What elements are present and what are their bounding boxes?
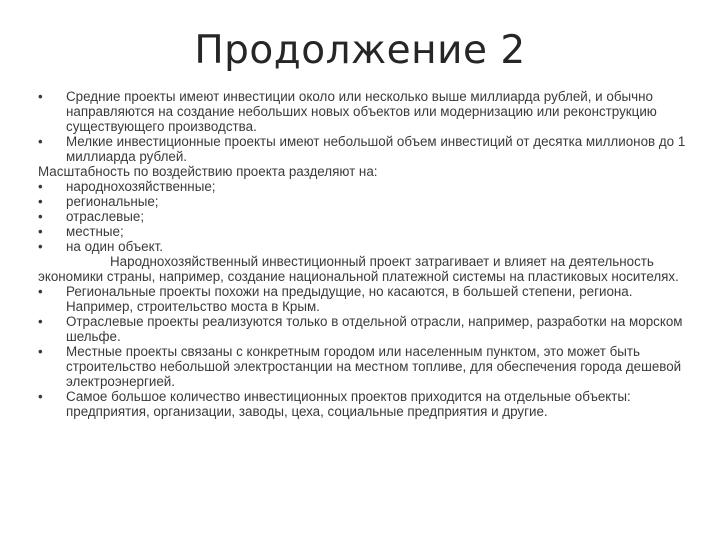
bullet-dot: • [38,134,43,149]
bullet-text: Самое большое количество инвестиционных проектов приходится на отдельные объекты: предприятия, организации, заводы, цеха, социальные предприятия и другие. [66,389,631,419]
bullet-dot: • [38,239,43,254]
bullet-dot: • [38,284,43,299]
bullet-item [38,224,688,239]
bullet-dot: • [38,89,43,104]
bullet-item [38,239,688,254]
bullet-text: народнохозяйственные; [66,179,216,194]
bullet-text: Региональные проекты похожи на предыдущие, но касаются, в большей степени, региона. Например, строительство моста в Крым. [66,284,633,314]
bullet-dot: • [38,314,43,329]
bullet-dot: • [38,194,43,209]
bullet-text: отраслевые; [66,209,145,224]
bullet-item [38,284,688,314]
bullet-item [38,134,688,164]
bullet-item [38,344,688,389]
bullet-text: Отраслевые проекты реализуются только в отдельной отрасли, например, разработки на морском шельфе. [66,314,683,344]
indented-paragraph: Народнохозяйственный инвестиционный проект затрагивает и влияет на деятельность экономики страны, например, создание национальной платежной системы на пластиковых носителях. [38,254,679,284]
bullet-item [38,314,688,344]
bullet-item [38,89,688,134]
bullet-dot: • [38,179,43,194]
bullet-item [38,209,688,224]
bullet-item [38,389,688,419]
bullet-text: Средние проекты имеют инвестиции около или несколько выше миллиарда рублей, и обычно направляются на создание небольших новых объектов или модернизацию или реконструкцию существующего производства. [66,89,657,134]
bullet-dot: • [38,389,43,404]
bullet-dot: • [38,344,43,359]
bullet-text: местные; [66,224,124,239]
bullet-text: на один объект. [66,239,163,254]
bullet-dot: • [38,224,43,239]
bullet-dot: • [38,209,43,224]
bullet-text: Местные проекты связаны с конкретным городом или населенным пунктом, это может быть строительство небольшой электростанции на местном топливе, для обеспечения города дешевой электроэнергией. [66,344,682,389]
bullet-text: Мелкие инвестиционные проекты имеют небольшой объем инвестиций от десятка миллионов до 1 миллиарда рублей. [66,134,686,164]
bullet-item [38,179,688,194]
slide-body [38,89,688,419]
bullet-text: региональные; [66,194,159,209]
slide-title: Продолжение 2 [194,28,526,73]
bullet-item [38,194,688,209]
plain-paragraph: Масштабность по воздействию проекта разделяют на: [38,164,378,179]
